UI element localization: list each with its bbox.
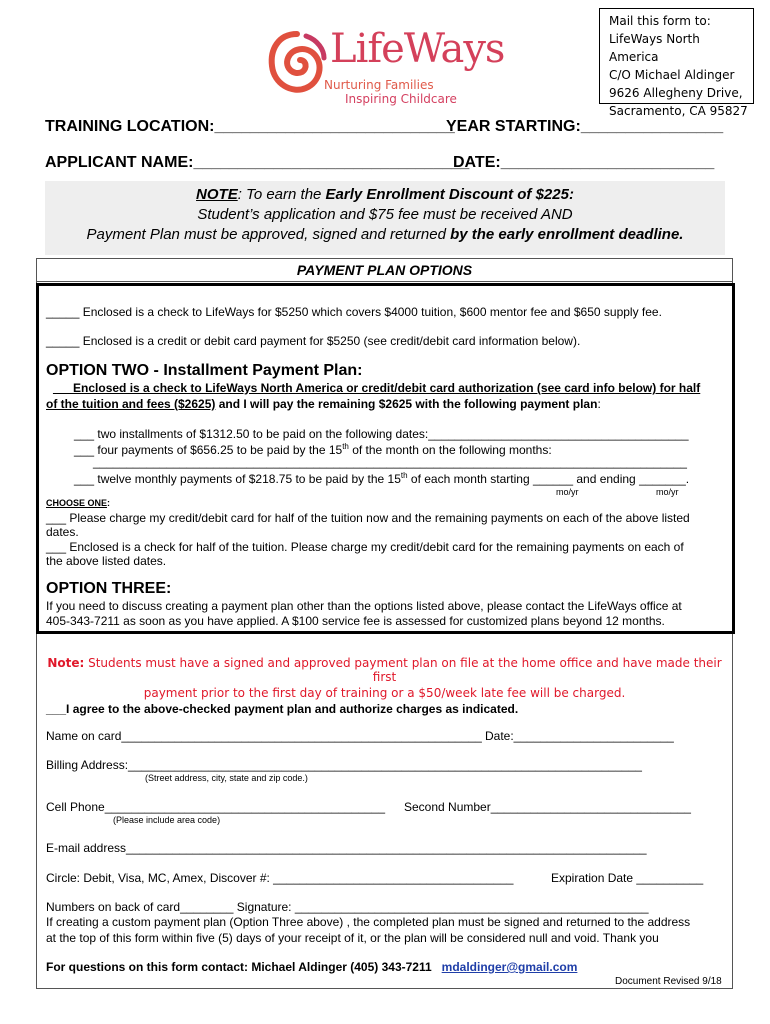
logo-tagline-2: Inspiring Childcare xyxy=(345,92,457,106)
mail-line: LifeWays North America xyxy=(609,32,700,64)
late-fee-note-text: Students must have a signed and approved payment plan on file at the home office and have made their first xyxy=(84,656,722,684)
choice-charge-card[interactable]: ___ Please charge my credit/debit card for half of the tuition now and the remaining payments on each of the above listed xyxy=(46,511,690,525)
custom-plan-note-2: at the top of this form within five (5) days of your receipt of it, or the plan will be considered null and void. Thank you xyxy=(46,931,659,945)
end-mo-yr-hint: mo/yr xyxy=(656,487,679,497)
choice-check-half-cont: the above listed dates. xyxy=(46,554,167,568)
ordinal-suffix: th xyxy=(400,471,408,480)
custom-plan-note-1: If creating a custom payment plan (Option Three above) , the completed plan must be signed and returned to the address xyxy=(46,915,691,929)
months-blank-line[interactable]: _________________________________________________________________________________________ xyxy=(93,455,687,469)
late-fee-note xyxy=(36,656,733,700)
date-field[interactable]: DATE:________________________ xyxy=(453,154,715,171)
late-fee-note-label: Note: xyxy=(47,656,85,670)
option-three-heading: OPTION THREE: xyxy=(46,580,172,597)
note-discount: Early Enrollment Discount of $225: xyxy=(325,186,574,203)
choose-one-text: CHOOSE ONE xyxy=(46,498,108,508)
contact-text: For questions on this form contact: Michael Aldinger (405) 343-7211 xyxy=(46,960,432,974)
cell-phone-field[interactable]: Cell Phone__________________________________________ xyxy=(46,800,386,814)
four-payments-text: ___ four payments of $656.25 to be paid by the 15 xyxy=(74,443,343,457)
option-three-line-1: If you need to discuss creating a payment plan other than the options listed above, please contact the LifeWays office at xyxy=(46,599,682,613)
ordinal-suffix: th xyxy=(342,442,349,451)
agreement-line[interactable] xyxy=(46,702,518,716)
cell-phone-hint: (Please include area code) xyxy=(113,815,221,825)
twelve-payments-text: ___ twelve monthly payments of $218.75 to be paid by the 15 xyxy=(74,472,401,486)
start-mo-yr-hint: mo/yr xyxy=(556,487,579,497)
expiration-date-field[interactable]: Expiration Date __________ xyxy=(551,871,704,885)
training-location-field[interactable]: TRAINING LOCATION:___________________________ xyxy=(45,118,455,135)
twelve-payments-text-2: of each month starting ______ and ending _______. xyxy=(407,472,690,486)
card-number-field[interactable]: Circle: Debit, Visa, MC, Amex, Discover #: ____________________________________ xyxy=(46,871,514,885)
option-two-line-1[interactable] xyxy=(53,381,700,395)
contact-line xyxy=(46,960,577,974)
option-two-heading: OPTION TWO - Installment Payment Plan: xyxy=(46,362,363,379)
logo-name: LifeWays xyxy=(330,26,505,72)
note-text: : To earn the xyxy=(237,186,326,203)
mail-line: 9626 Allegheny Drive, xyxy=(609,86,743,100)
mail-line: Sacramento, CA 95827 xyxy=(609,104,748,118)
lifeways-swirl-icon xyxy=(266,28,328,98)
twelve-payments-option[interactable] xyxy=(74,471,689,486)
email-field[interactable]: E-mail address______________________________________________________________________________ xyxy=(46,841,647,855)
payment-plan-title: PAYMENT PLAN OPTIONS xyxy=(36,258,733,282)
note-deadline: by the early enrollment deadline. xyxy=(450,226,684,243)
half-tuition-amount: of the tuition and fees ($2625) xyxy=(46,397,216,411)
option-two-line-2 xyxy=(46,397,601,411)
choose-one-label xyxy=(46,498,110,508)
name-on-card-field[interactable]: Name on card______________________________________________________ xyxy=(46,729,482,743)
billing-address-field[interactable]: Billing Address:_____________________________________________________________________________ xyxy=(46,758,642,772)
second-number-field[interactable]: Second Number______________________________ xyxy=(404,800,691,814)
four-payments-text-2: of the month on the following months: xyxy=(348,443,552,457)
option-two-line-2-text: and I will pay the remaining $2625 with the following payment plan xyxy=(215,397,598,411)
late-fee-note-text-2: payment prior to the first day of training or a $50/week late fee will be charged. xyxy=(143,686,626,700)
option-check-5250[interactable]: _____ Enclosed is a check to LifeWays for $5250 which covers $4000 tuition, $600 mentor fee and $650 supply fee. xyxy=(46,305,662,319)
logo-tagline-1: Nurturing Families xyxy=(324,78,434,92)
note-label: NOTE xyxy=(196,186,238,203)
option-card-5250[interactable]: _____ Enclosed is a credit or debit card payment for $5250 (see credit/debit card information below). xyxy=(46,334,581,348)
option-three-line-2: 405-343-7211 as soon as you have applied. A $100 service fee is assessed for customized plans beyond 12 months. xyxy=(46,614,665,628)
contact-email-link[interactable]: mdaldinger@gmail.com xyxy=(441,960,578,974)
note-line-3: Payment Plan must be approved, signed and returned xyxy=(86,226,451,243)
security-code-signature-field[interactable]: Numbers on back of card________ Signature: _____________________________________________________ xyxy=(46,900,649,914)
mail-line: C/O Michael Aldinger xyxy=(609,68,735,82)
choice-charge-card-cont: dates. xyxy=(46,525,79,539)
option-two-line-1-text: ___Enclosed is a check to LifeWays North America or credit/debit card authorization (see card info below) for half xyxy=(53,381,701,395)
mailing-address-box xyxy=(599,8,754,118)
mail-line: Mail this form to: xyxy=(609,14,711,28)
applicant-name-field[interactable]: APPLICANT NAME:_______________________________ xyxy=(45,154,470,171)
note-line-2: Student’s application and $75 fee must be received AND xyxy=(197,206,573,223)
two-installments-option[interactable]: ___ two installments of $1312.50 to be paid on the following dates:_______________________________________ xyxy=(74,427,689,441)
early-enrollment-note xyxy=(45,181,725,255)
card-date-field[interactable]: Date:________________________ xyxy=(485,729,674,743)
billing-address-hint: (Street address, city, state and zip code.) xyxy=(145,773,308,783)
document-revision: Document Revised 9/18 xyxy=(615,976,722,987)
agreement-text: I agree to the above-checked payment plan and authorize charges as indicated. xyxy=(66,702,519,716)
agreement-blank: ___ xyxy=(46,702,67,716)
choice-check-half[interactable]: ___ Enclosed is a check for half of the tuition. Please charge my credit/debit card for the remaining payments on each of xyxy=(46,540,684,554)
choose-one-colon: : xyxy=(107,498,111,508)
year-starting-field[interactable]: YEAR STARTING:________________ xyxy=(446,118,724,135)
option-two-colon: : xyxy=(597,397,601,411)
